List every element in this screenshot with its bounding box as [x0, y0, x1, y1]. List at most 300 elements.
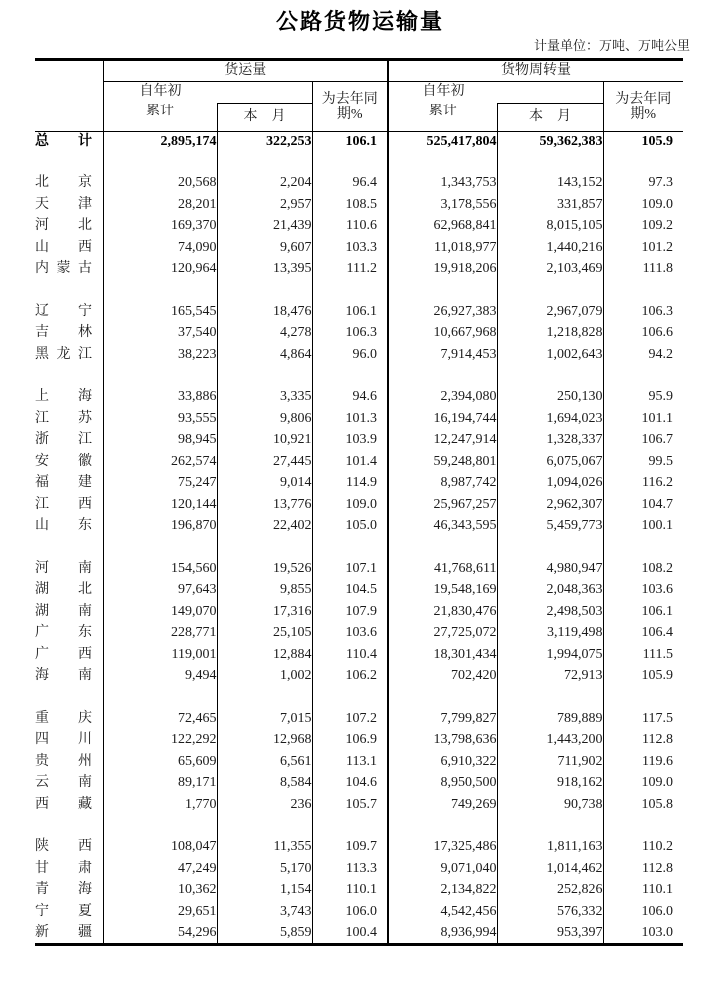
- table-row: [35, 473, 683, 495]
- freight-yoy: 103.6: [312, 623, 388, 645]
- province-label: 广东: [35, 625, 92, 641]
- freight-yoy: 101.3: [312, 409, 388, 431]
- spacer-cell: [388, 688, 497, 709]
- freight-month: 22,402: [217, 516, 312, 538]
- corner-cell: [35, 82, 103, 104]
- freight-yoy: 107.2: [312, 709, 388, 731]
- spacer-cell: [35, 366, 103, 387]
- province-label: 山东: [35, 518, 92, 534]
- province-name: [35, 645, 103, 667]
- turnover-yoy: 108.2: [641, 560, 674, 576]
- table-row: [35, 795, 683, 817]
- turnover-yoy: 105.9: [641, 134, 674, 150]
- turnover-yoy: 106.0: [641, 903, 674, 919]
- page-title: 公路货物运输量: [275, 9, 444, 34]
- spacer-cell: [312, 153, 388, 173]
- turnover-month: 1,994,075: [497, 645, 603, 667]
- table-row: [35, 880, 683, 902]
- turnover-yoy: 101.1: [641, 410, 674, 426]
- freight-yoy: 96.4: [312, 173, 388, 195]
- table-row: [35, 345, 683, 367]
- corner-cell: [35, 104, 103, 132]
- freight-cumulative: 47,249: [103, 859, 217, 881]
- freight-cumulative: 228,771: [103, 623, 217, 645]
- unit-note: 计量单位：万吨、万吨公里: [533, 38, 690, 53]
- turnover-cumulative: 8,987,742: [388, 473, 497, 495]
- freight-cumulative: 20,568: [103, 173, 217, 195]
- freight-month: 10,921: [217, 430, 312, 452]
- turnover-cumulative: 9,071,040: [388, 859, 497, 881]
- province-label: 青海: [35, 882, 92, 898]
- freight-yoy: 106.3: [312, 323, 388, 345]
- freight-yoy: 111.2: [312, 259, 388, 281]
- freight-yoy: 109.0: [312, 495, 388, 517]
- freight-cumulative: 10,362: [103, 880, 217, 902]
- table-row: [35, 709, 683, 731]
- province-name: [35, 923, 103, 945]
- spacer-cell: [497, 816, 603, 837]
- province-label: 贵州: [35, 753, 92, 769]
- province-name: [35, 623, 103, 645]
- turnover-yoy-header: [603, 82, 683, 132]
- turnover-month: 72,913: [497, 666, 603, 688]
- freight-month: 11,355: [217, 837, 312, 859]
- turnover-yoy: 106.6: [641, 325, 674, 341]
- freight-yoy: 113.3: [312, 859, 388, 881]
- freight-yoy: 104.5: [312, 580, 388, 602]
- turnover-yoy: 116.2: [642, 475, 674, 491]
- freight-cumulative: 149,070: [103, 602, 217, 624]
- freight-yoy: 106.1: [312, 132, 388, 154]
- freight-cumulative: 89,171: [103, 773, 217, 795]
- freight-month: 9,855: [217, 580, 312, 602]
- turnover-yoy: 105.9: [641, 668, 674, 684]
- spacer-cell: [388, 281, 497, 302]
- province-label: 北京: [35, 175, 92, 191]
- freight-month: 13,395: [217, 259, 312, 281]
- turnover-yoy: 104.7: [641, 496, 674, 512]
- freight-cumulative: 38,223: [103, 345, 217, 367]
- freight-month: 12,884: [217, 645, 312, 667]
- turnover-month: 711,902: [497, 752, 603, 774]
- freight-cumulative: 98,945: [103, 430, 217, 452]
- turnover-month: 4,980,947: [497, 559, 603, 581]
- freight-yoy: 96.0: [312, 345, 388, 367]
- province-label: 河南: [35, 560, 92, 576]
- province-name: [35, 516, 103, 538]
- turnover-cumulative: 13,798,636: [388, 730, 497, 752]
- province-name: [35, 602, 103, 624]
- freight-month: 19,526: [217, 559, 312, 581]
- turnover-yoy: 105.8: [641, 796, 674, 812]
- freight-yoy: 104.6: [312, 773, 388, 795]
- province-label: 天津: [35, 196, 92, 212]
- turnover-yoy: 106.3: [641, 303, 674, 319]
- turnover-month: 953,397: [497, 923, 603, 945]
- province-name: [35, 709, 103, 731]
- turnover-cumulative: 8,936,994: [388, 923, 497, 945]
- turnover-cumulative: 2,134,822: [388, 880, 497, 902]
- province-label: 江苏: [35, 410, 92, 426]
- spacer-cell: [312, 366, 388, 387]
- table-row: [35, 323, 683, 345]
- turnover-cumulative: 46,343,595: [388, 516, 497, 538]
- province-name: [35, 259, 103, 281]
- turnover-month: 789,889: [497, 709, 603, 731]
- freight-cumulative: 196,870: [103, 516, 217, 538]
- turnover-month: 1,443,200: [497, 730, 603, 752]
- turnover-cumulative: 10,667,968: [388, 323, 497, 345]
- spacer-cell: [103, 688, 217, 709]
- turnover-month: 3,119,498: [497, 623, 603, 645]
- freight-cumulative: 165,545: [103, 302, 217, 324]
- freight-month: 27,445: [217, 452, 312, 474]
- freight-cumulative: 9,494: [103, 666, 217, 688]
- freight-cumulative: 29,651: [103, 902, 217, 924]
- freight-month: 17,316: [217, 602, 312, 624]
- freight-month: 4,864: [217, 345, 312, 367]
- freight-cumulative: 65,609: [103, 752, 217, 774]
- spacer-cell: [35, 153, 103, 173]
- province-label: 辽宁: [35, 303, 92, 319]
- spacer-cell: [103, 281, 217, 302]
- spacer-cell: [497, 538, 603, 559]
- province-label: 安徽: [35, 453, 92, 469]
- turnover-yoy: 106.1: [641, 603, 674, 619]
- turnover-yoy: 110.2: [642, 839, 674, 855]
- freight-yoy: 106.2: [312, 666, 388, 688]
- turnover-yoy: 95.9: [648, 389, 674, 405]
- turnover-yoy: 111.5: [642, 646, 674, 662]
- table-row: [35, 645, 683, 667]
- turnover-month: 8,015,105: [497, 216, 603, 238]
- province-label: 重庆: [35, 710, 92, 726]
- turnover-cumulative: 26,927,383: [388, 302, 497, 324]
- table-row: [35, 387, 683, 409]
- freight-cumulative: 37,540: [103, 323, 217, 345]
- turnover-month: 1,328,337: [497, 430, 603, 452]
- group-spacer-row: [35, 366, 683, 387]
- province-name: [35, 409, 103, 431]
- table-row: [35, 238, 683, 260]
- spacer-cell: [312, 816, 388, 837]
- province-name: [35, 430, 103, 452]
- turnover-month: 331,857: [497, 195, 603, 217]
- spacer-cell: [35, 538, 103, 559]
- turnover-cumulative: 8,950,500: [388, 773, 497, 795]
- spacer-cell: [103, 538, 217, 559]
- spacer-cell: [217, 281, 312, 302]
- spacer-cell: [603, 366, 683, 387]
- subheader-row-1: [35, 82, 683, 104]
- freight-month: 2,957: [217, 195, 312, 217]
- table-row: [35, 495, 683, 517]
- province-name: [35, 795, 103, 817]
- province-name: [35, 730, 103, 752]
- turnover-since-year-start-header: [388, 82, 603, 104]
- freight-month: 8,584: [217, 773, 312, 795]
- spacer-cell: [217, 538, 312, 559]
- table-header: [35, 60, 683, 132]
- spacer-cell: [497, 153, 603, 173]
- spacer-cell: [35, 688, 103, 709]
- spacer-cell: [217, 153, 312, 173]
- province-label: 广西: [35, 646, 92, 662]
- turnover-month: 1,440,216: [497, 238, 603, 260]
- turnover-cumulative: 749,269: [388, 795, 497, 817]
- province-label: 总计: [35, 134, 92, 150]
- freight-month: 21,439: [217, 216, 312, 238]
- turnover-yoy: 103.0: [641, 924, 674, 940]
- spacer-cell: [497, 688, 603, 709]
- turnover-month: 2,048,363: [497, 580, 603, 602]
- province-name: [35, 216, 103, 238]
- turnover-month: 2,967,079: [497, 302, 603, 324]
- spacer-cell: [35, 816, 103, 837]
- table-row: [35, 752, 683, 774]
- freight-month: 4,278: [217, 323, 312, 345]
- freight-cumulative: 28,201: [103, 195, 217, 217]
- turnover-yoy: 106.4: [641, 625, 674, 641]
- turnover-month: 918,162: [497, 773, 603, 795]
- spacer-cell: [603, 538, 683, 559]
- table-row: [35, 452, 683, 474]
- province-label: 吉林: [35, 325, 92, 341]
- turnover-month: 1,014,462: [497, 859, 603, 881]
- table-row: [35, 173, 683, 195]
- group-spacer-row: [35, 816, 683, 837]
- table-row: [35, 730, 683, 752]
- spacer-cell: [497, 366, 603, 387]
- table-row: [35, 773, 683, 795]
- turnover-month: 250,130: [497, 387, 603, 409]
- spacer-cell: [603, 281, 683, 302]
- table-row: [35, 623, 683, 645]
- turnover-month: 252,826: [497, 880, 603, 902]
- turnover-month: 59,362,383: [497, 132, 603, 154]
- group-spacer-row: [35, 153, 683, 173]
- since-year-start-label: 自年初: [422, 84, 465, 100]
- turnover-yoy: 94.2: [648, 346, 674, 362]
- turnover-cumulative: 25,967,257: [388, 495, 497, 517]
- freight-yoy: 108.5: [312, 195, 388, 217]
- freight-month: 1,002: [217, 666, 312, 688]
- turnover-yoy: 112.8: [642, 732, 674, 748]
- turnover-month-header: 本 月: [497, 104, 603, 132]
- province-name: [35, 345, 103, 367]
- table-row: [35, 902, 683, 924]
- freight-yoy: 100.4: [312, 923, 388, 945]
- freight-yoy: 105.7: [312, 795, 388, 817]
- freight-cumulative: 2,895,174: [103, 132, 217, 154]
- freight-cumulative: 122,292: [103, 730, 217, 752]
- province-label: 甘肃: [35, 860, 92, 876]
- turnover-yoy: 99.5: [648, 453, 674, 469]
- yoy-label-line2: 期%: [630, 106, 657, 122]
- freight-cumulative: 93,555: [103, 409, 217, 431]
- turnover-month: 1,094,026: [497, 473, 603, 495]
- province-name: [35, 752, 103, 774]
- turnover-cumulative: 19,548,169: [388, 580, 497, 602]
- freight-cumulative: 120,964: [103, 259, 217, 281]
- table-row: [35, 559, 683, 581]
- province-name: [35, 859, 103, 881]
- province-label: 陕西: [35, 839, 92, 855]
- turnover-yoy: 101.2: [641, 239, 674, 255]
- turnover-month: 2,962,307: [497, 495, 603, 517]
- turnover-cumulative: 2,394,080: [388, 387, 497, 409]
- turnover-yoy: 111.8: [642, 261, 674, 277]
- freight-cumulative: 54,296: [103, 923, 217, 945]
- freight-month: 12,968: [217, 730, 312, 752]
- table-row: [35, 666, 683, 688]
- province-name: [35, 902, 103, 924]
- province-name: [35, 666, 103, 688]
- freight-month: 322,253: [217, 132, 312, 154]
- freight-cumulative: 33,886: [103, 387, 217, 409]
- turnover-yoy: 103.6: [641, 582, 674, 598]
- turnover-month: 1,694,023: [497, 409, 603, 431]
- freight-month: 9,607: [217, 238, 312, 260]
- freight-yoy: 106.0: [312, 902, 388, 924]
- spacer-cell: [217, 688, 312, 709]
- province-name: [35, 473, 103, 495]
- freight-cumulative: 97,643: [103, 580, 217, 602]
- province-label: 新疆: [35, 924, 92, 940]
- turnover-cumulative: 3,178,556: [388, 195, 497, 217]
- group-spacer-row: [35, 688, 683, 709]
- province-label: 浙江: [35, 432, 92, 448]
- freight-cumulative: 74,090: [103, 238, 217, 260]
- spacer-cell: [217, 816, 312, 837]
- province-label: 湖北: [35, 582, 92, 598]
- turnover-yoy: 110.1: [642, 882, 674, 898]
- turnover-yoy: 106.7: [641, 432, 674, 448]
- table-row: [35, 923, 683, 945]
- turnover-cumulative: 6,910,322: [388, 752, 497, 774]
- turnover-month: 576,332: [497, 902, 603, 924]
- turnover-cumulative: 16,194,744: [388, 409, 497, 431]
- province-name: [35, 837, 103, 859]
- turnover-cumulative: 7,799,827: [388, 709, 497, 731]
- province-label: 河北: [35, 218, 92, 234]
- spacer-cell: [388, 816, 497, 837]
- table-row: [35, 216, 683, 238]
- freight-cumulative: 169,370: [103, 216, 217, 238]
- freight-cumulative: 262,574: [103, 452, 217, 474]
- spacer-cell: [103, 366, 217, 387]
- freight-yoy: 106.9: [312, 730, 388, 752]
- freight-yoy: 107.1: [312, 559, 388, 581]
- freight-group-header: 货运量: [103, 60, 388, 82]
- province-label: 内蒙古: [35, 261, 92, 277]
- province-name: [35, 559, 103, 581]
- freight-yoy: 113.1: [312, 752, 388, 774]
- province-label: 山西: [35, 239, 92, 255]
- freight-yoy: 106.1: [312, 302, 388, 324]
- spacer-cell: [217, 366, 312, 387]
- freight-month: 7,015: [217, 709, 312, 731]
- spacer-cell: [312, 538, 388, 559]
- turnover-group-header: 货物周转量: [388, 60, 683, 82]
- freight-month-header: 本 月: [217, 104, 312, 132]
- table-row: [35, 409, 683, 431]
- turnover-yoy: 119.6: [642, 753, 674, 769]
- province-label: 云南: [35, 775, 92, 791]
- freight-month: 236: [217, 795, 312, 817]
- turnover-cumulative: 59,248,801: [388, 452, 497, 474]
- freight-month: 5,859: [217, 923, 312, 945]
- turnover-month: 143,152: [497, 173, 603, 195]
- group-header-row: [35, 60, 683, 82]
- freight-yoy: 107.9: [312, 602, 388, 624]
- table-body: [35, 132, 683, 945]
- province-label: 海南: [35, 668, 92, 684]
- freight-month: 2,204: [217, 173, 312, 195]
- turnover-month: 5,459,773: [497, 516, 603, 538]
- table-row: [35, 859, 683, 881]
- table-row: [35, 516, 683, 538]
- province-name: [35, 323, 103, 345]
- spacer-cell: [388, 538, 497, 559]
- province-name: [35, 238, 103, 260]
- turnover-yoy: 109.0: [641, 196, 674, 212]
- province-name: [35, 132, 103, 154]
- province-label: 福建: [35, 475, 92, 491]
- yoy-label-line1: 为去年同: [615, 91, 672, 107]
- province-name: [35, 387, 103, 409]
- turnover-cumulative: 17,325,486: [388, 837, 497, 859]
- province-name: [35, 302, 103, 324]
- province-name: [35, 580, 103, 602]
- freight-month: 3,743: [217, 902, 312, 924]
- spacer-cell: [603, 153, 683, 173]
- province-label: 四川: [35, 732, 92, 748]
- spacer-cell: [312, 688, 388, 709]
- freight-month: 6,561: [217, 752, 312, 774]
- spacer-cell: [388, 153, 497, 173]
- turnover-yoy: 117.5: [642, 710, 674, 726]
- spacer-cell: [497, 281, 603, 302]
- turnover-month: 2,103,469: [497, 259, 603, 281]
- document-page: [0, 5, 720, 982]
- freight-yoy-header: [312, 82, 388, 132]
- spacer-cell: [388, 366, 497, 387]
- freight-month: 13,776: [217, 495, 312, 517]
- freight-yoy: 101.4: [312, 452, 388, 474]
- group-spacer-row: [35, 538, 683, 559]
- table-row: [35, 580, 683, 602]
- freight-cumulative: 154,560: [103, 559, 217, 581]
- freight-month: 9,014: [217, 473, 312, 495]
- freight-yoy: 103.9: [312, 430, 388, 452]
- turnover-cumulative: 27,725,072: [388, 623, 497, 645]
- turnover-cumulative: 525,417,804: [388, 132, 497, 154]
- province-name: [35, 195, 103, 217]
- province-label: 上海: [35, 389, 92, 405]
- freight-cumulative: 72,465: [103, 709, 217, 731]
- turnover-month: 1,811,163: [497, 837, 603, 859]
- freight-month: 9,806: [217, 409, 312, 431]
- turnover-cumulative: 19,918,206: [388, 259, 497, 281]
- turnover-cumulative: 702,420: [388, 666, 497, 688]
- turnover-cumulative: 1,343,753: [388, 173, 497, 195]
- turnover-cumulative: 18,301,434: [388, 645, 497, 667]
- corner-cell: [35, 60, 103, 82]
- freight-yoy: 114.9: [312, 473, 388, 495]
- freight-yoy: 94.6: [312, 387, 388, 409]
- spacer-cell: [312, 281, 388, 302]
